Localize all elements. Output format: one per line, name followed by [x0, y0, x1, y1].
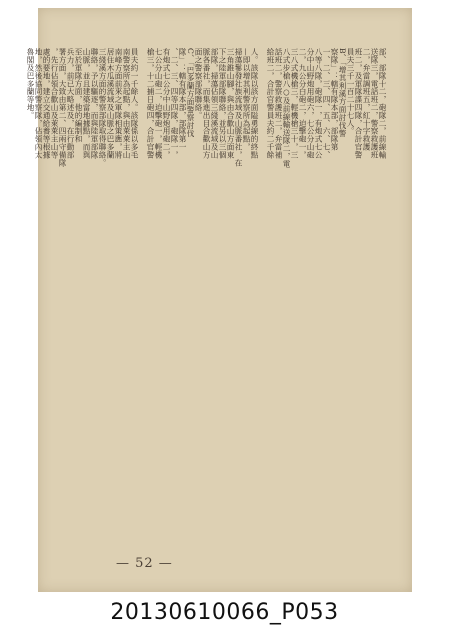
text-column: 二，弁當調班五，紅十字救護 [362, 48, 371, 151]
text-column: 至於軍隊方面，他的編制和 [74, 48, 83, 143]
text-column: C、「巴多蘭方面警察討伐 [186, 48, 195, 138]
text-column: 班二，及軍隊諜四隊，合計官警 [354, 48, 363, 159]
text-column: 隊」：轄有隊本部，部隊第一 [178, 48, 187, 151]
text-column: 魯閣及巴多蘭等地。 [26, 48, 35, 120]
text-column: 署方面，大致由第二、四兩守備隊 [58, 48, 67, 167]
text-column [138, 48, 146, 508]
text-column: 聯絡，予以驅逐，而與陸軍部隊 [90, 48, 99, 159]
text-column: 下之陸軍部隊聯絡，並另以三個 [218, 48, 227, 159]
text-column: 二，九公分白砲二，迫擊砲一， [298, 48, 307, 159]
text-column: 脈各番社，而集進出目合歡山方 [202, 48, 211, 159]
text-column: 三八式機槍三，輕機槍三十，三 [290, 48, 299, 159]
text-column: 分中山野炮用砲六，七公分山砲 [306, 48, 315, 159]
text-column: 三綫溪方面的警察部隊取得聯絡。 [98, 48, 107, 167]
text-column: 南峰方面前來之軍隊相策應，將 [114, 48, 123, 159]
text-column: 面之警察部隊聯絡。 [194, 48, 203, 120]
text-column: 一、二、三、四、五、六、七、 [322, 48, 331, 159]
text-column: 掃蕩鬖發社族流域及山脈番社，在 [234, 48, 243, 167]
text-column: 山脈，並且建築當地據點，而與 [82, 48, 91, 159]
text-column: 部隊，掃蕩佔領三綫溪流域及山 [210, 48, 219, 159]
text-column: 三角錐山腳，與由合歡山方面東 [226, 48, 235, 159]
text-column: 槍三，十二捕日砲四，合計官警 [146, 48, 155, 159]
text-column: 居住木瓜溪流域及山脈之巴多蘭 [106, 48, 115, 159]
text-column: 八等八隊，砲隊一，有炮式七公 [314, 48, 323, 159]
text-column: 八式步槍八○及前線輸送隊二，電 [282, 48, 291, 168]
text-column [258, 48, 266, 508]
text-column: 員夫約一千餘人。該隊係以多毛 [130, 48, 139, 159]
text-column: 察隊」：轄有隊本部，部隊第 [330, 48, 339, 151]
text-column: 七公分山砲二，迫擊砲一，輕機 [154, 48, 163, 159]
page-number: — 52 — [116, 556, 173, 571]
text-column: 部、部隊十二，砲隊二，前線輸 [378, 48, 387, 159]
text-column: 話班二，警察救護班二，弁當補 [274, 48, 283, 159]
text-column: 兵力，前已大略述及，在行動部 [66, 48, 75, 159]
image-caption: 20130610066_P053 [110, 600, 339, 625]
document-page [26, 8, 412, 592]
text-column: 有炮式七公分中山野炮用砲二， [162, 48, 171, 159]
text-column: 員夫三千一百二十七人。 [346, 48, 355, 135]
text-column: —即以增其利警察所為起點， [242, 48, 251, 151]
text-column: 處的要地，建立交通給養等根據 [42, 48, 51, 159]
text-column: B、「增其利溪方面討伐警 [338, 48, 347, 137]
text-column: ，先行佔領合歡山及萊萊主山等 [50, 48, 59, 159]
text-column: 給班二，合計官警員夫約二千餘 [266, 48, 275, 159]
text-column: 人。該隊以該方面隘勇線的終點 [250, 48, 259, 159]
text-column: 、二、三、四等四隊，砲隊一， [170, 48, 179, 159]
text-column: 地，然後協同警察隊，佔領內太 [34, 48, 43, 159]
text-columns [26, 48, 386, 508]
text-column: 送隊三，電話班二，警察救護班 [370, 48, 379, 159]
text-column: 南警察所為起點，與由萊萊主山 [122, 48, 131, 159]
